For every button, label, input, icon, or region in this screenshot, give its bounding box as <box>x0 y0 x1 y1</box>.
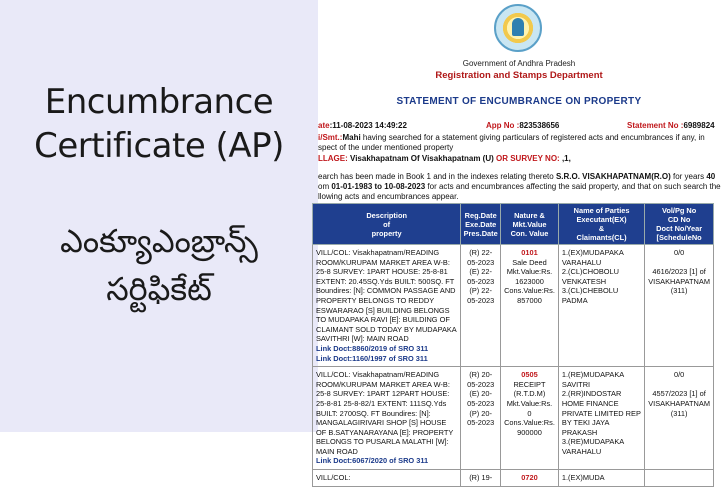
row-parties-text: 1.(EX)MUDAPAKA VARAHALU 2.(CL)CHOBOLU VENKATESH 3.(CL)CHEBOLU PADMA <box>561 248 624 305</box>
app-no-value: 823538656 <box>519 121 560 130</box>
row-description-text: VILL/COL: Visakhapatnam/READING ROOM/KURUPAM MARKET AREA W-B: 25-8 SURVEY: 1PART HOUSE: 25-8-81 EXTENT: 20.45SQ.Yds BUILT: 500SQ. FT Boundires: [N]: COMMON PASSAGE AND PROPERTY BELONGS TO REDDY ESWARARAO [S] BUILDING BELONGS TO MUDAPAKA RAVI [E]: BUILDING OF CLAIMANT SOLD TODAY BY MUDAPAKA SAVITHRI [W]: MAIN ROAD <box>316 248 457 344</box>
search-text-c: for years <box>670 172 707 181</box>
row-parties <box>558 367 644 470</box>
row-parties <box>558 245 644 367</box>
requester-line <box>318 133 705 142</box>
statement-no-value: 6989824 <box>683 121 715 130</box>
row-description-text: VILL/COL: <box>316 473 351 483</box>
survey-value: ,1, <box>561 154 571 163</box>
department-name: Registration and Stamps Department <box>435 70 603 81</box>
row-volume <box>645 470 714 487</box>
row-dates <box>461 470 501 487</box>
row-parties <box>558 470 644 487</box>
app-no <box>486 121 559 130</box>
statement-no-label: Statement No : <box>627 121 684 130</box>
row-volume-pg: 0/0 <box>673 370 685 380</box>
search-line-1 <box>318 172 715 181</box>
title-panel <box>0 0 318 432</box>
requester-name: Mahi <box>342 133 361 142</box>
row-volume <box>645 245 714 367</box>
nature-code: 0720 <box>521 473 538 483</box>
row-description <box>313 470 461 487</box>
row-description-text: VILL/COL: Visakhapatnam/READING ROOM/KURUPAM MARKET AREA W-B: 25-8 SURVEY: 1PART 12PART HOUSE: 25-8-81 25-8-82/1 EXTENT: 111SQ.Yds BUILT: 2700SQ. FT Boundires: [N]: MANGALAGIRIVARI SHOP [S] HOUSE OF B.SATYANARAYANA [E]: PROPERTY BELONGS TO PUSARLA MALATHI [W]: MAIN ROAD <box>316 370 454 456</box>
requester-prefix: i/Smt.: <box>318 133 343 142</box>
row-nature-text: Sale Deed Mkt.Value:Rs. 1623000 Cons.Value:Rs. 857000 <box>504 257 555 305</box>
row-dates <box>461 367 501 470</box>
search-text-rest: for acts and encumbrances affecting the said property, and that on such search the <box>425 182 721 191</box>
search-text-a: earch has been made in Book 1 and in the indexes relating thereto <box>318 172 556 181</box>
search-period: 01-01-1983 to 10-08-2023 <box>331 182 426 191</box>
header-dates-text: Reg.Date Exe.Date Pres.Date <box>463 210 498 238</box>
row-doct-no: 4557/2023 [1] of VISAKHAPATNAM (311) <box>648 389 710 418</box>
row-dates <box>461 245 501 367</box>
header-nature-text: Nature & Mkt.Value Con. Value <box>510 210 549 238</box>
row-dates-text: (R) 22-05-2023 (E) 22-05-2023 (P) 22-05-2023 <box>467 248 495 305</box>
row-nature <box>501 367 559 470</box>
search-text-from: om <box>318 182 332 191</box>
village-label: LLAGE: <box>318 154 348 163</box>
row-parties-text: 1.(RE)MUDAPAKA SAVITRI 2.(RR)INDOSTAR HOME FINANCE PRIVATE LIMITED REP BY TEKI JAYA PRAKASH 3.(RE)MUDAPAKA VARAHALU <box>561 370 641 456</box>
encumbrance-document <box>316 0 721 483</box>
title-line-2: Certificate (AP) <box>34 126 284 166</box>
row-parties-text: 1.(EX)MUDA <box>561 473 605 483</box>
table-header-row <box>313 204 714 245</box>
row-description <box>313 245 461 367</box>
row-nature-text: RECEIPT (R.T.D.M) Mkt.Value:Rs. 0 Cons.Value:Rs. 900000 <box>504 379 555 437</box>
row-dates-text: (R) 20-05-2023 (E) 20-05-2023 (P) 20-05-2023 <box>467 370 495 428</box>
telugu-title-line-2: సర్టిఫికేట్ <box>106 270 212 308</box>
row-volume-pg: 0/0 <box>673 248 685 257</box>
date-label: ate <box>318 121 330 130</box>
village-line <box>318 154 571 163</box>
statement-title: STATEMENT OF ENCUMBRANCE ON PROPERTY <box>396 96 642 107</box>
table-row <box>313 367 714 470</box>
date-value: :11-08-2023 14:49:22 <box>329 121 407 130</box>
requester-text: having searched for a statement giving particulars of registered acts and encumbrances if any, in <box>360 133 705 142</box>
link-doct[interactable]: Link Doct:8860/2019 of SRO 311 <box>316 343 429 353</box>
telugu-title-line-1: ఎంక్యూఎంబ్రాన్స్ <box>60 222 258 260</box>
andhra-pradesh-emblem-icon <box>494 4 542 52</box>
header-nature <box>501 204 559 245</box>
header-description <box>313 204 461 245</box>
title-line-1: Encumbrance <box>44 82 274 122</box>
table-row <box>313 470 714 487</box>
sro-name: S.R.O. VISAKHAPATNAM(R.O) <box>555 172 671 181</box>
row-nature <box>501 470 559 487</box>
link-doct[interactable]: Link Doct:6067/2020 of SRO 311 <box>316 456 429 466</box>
row-doct-no: 4616/2023 [1] of VISAKHAPATNAM (311) <box>648 267 710 296</box>
statement-no <box>627 121 715 130</box>
government-name: Government of Andhra Pradesh <box>462 59 576 68</box>
link-doct[interactable]: Link Doct:1160/1997 of SRO 311 <box>316 353 428 363</box>
search-line-2 <box>318 182 721 191</box>
nature-code: 0505 <box>521 370 538 380</box>
survey-label: SURVEY NO: <box>507 154 562 163</box>
row-description <box>313 367 461 470</box>
row-volume <box>645 367 714 470</box>
header-parties <box>558 204 644 245</box>
encumbrance-table <box>312 203 714 487</box>
header-description-text: Description of property <box>366 210 407 238</box>
header-parties-text: Name of Parties Executant(EX) & Claimants(CL) <box>573 206 630 242</box>
table-row <box>313 245 714 367</box>
or-text: OR <box>495 154 508 163</box>
app-no-label: App No : <box>486 121 520 130</box>
header-volume <box>645 204 714 245</box>
header-volume-text: Vol/Pg No CD No Doct No/Year [ScheduleNo <box>656 206 703 242</box>
search-years: 40 <box>706 172 716 181</box>
village-value: Visakhapatnam Of Visakhapatnam (U) <box>347 154 496 163</box>
requester-line-2: spect of the under mentioned property <box>318 143 454 152</box>
row-dates-text: (R) 19- <box>469 473 493 483</box>
search-line-3: llowing acts and encumbrances appear. <box>318 192 459 201</box>
nature-code: 0101 <box>521 248 538 257</box>
header-dates <box>461 204 501 245</box>
row-nature <box>501 245 559 367</box>
